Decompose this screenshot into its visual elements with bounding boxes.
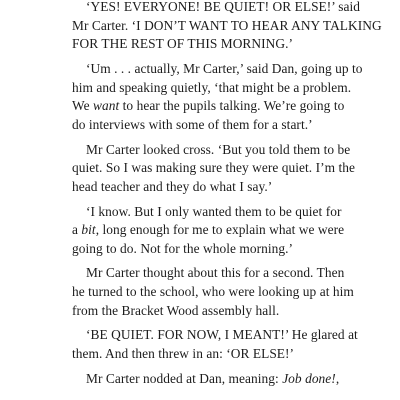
- paragraph: [72, 264, 354, 320]
- emphasis-text: bit: [81, 222, 96, 238]
- text-line: FOR THE REST OF THIS MORNING.’: [72, 36, 293, 52]
- text-line: him and speaking quietly, ‘that might be a problem.: [72, 79, 352, 95]
- text-span: , long enough for me to explain what we were: [95, 222, 345, 238]
- text-line: quiet. So I was making sure they were quiet. I’m the: [72, 160, 355, 176]
- text-span: to hear the pupils talking. We’re going to: [119, 98, 345, 114]
- text-line: from the Bracket Wood assembly hall.: [72, 302, 280, 318]
- paragraph: [72, 326, 358, 363]
- text-line: them. And then threw in an: ‘OR ELSE!’: [72, 346, 295, 362]
- text-line: [72, 97, 345, 116]
- text-span: ,: [335, 370, 340, 386]
- text-span: Mr Carter nodded at Dan, meaning:: [86, 370, 283, 386]
- paragraph: [72, 60, 363, 134]
- emphasis-text: want: [93, 98, 120, 114]
- text-line: Mr Carter. ‘I DON’T WANT TO HEAR ANY TALKING: [72, 17, 382, 33]
- paragraph: [72, 0, 382, 54]
- paragraph: [72, 141, 355, 197]
- text-span: a: [72, 222, 82, 238]
- text-line: head teacher and they do what I say.’: [72, 178, 273, 194]
- text-line: he turned to the school, who were looking up at him: [72, 284, 354, 300]
- text-line: ‘BE QUIET. FOR NOW, I MEANT!’ He glared at: [86, 327, 358, 343]
- text-line: [72, 370, 340, 389]
- paragraph: [72, 203, 345, 259]
- text-line: [72, 221, 345, 240]
- text-line: ‘YES! EVERYONE! BE QUIET! OR ELSE!’ said: [86, 0, 360, 14]
- text-line: do interviews with some of them for a start.’: [72, 116, 313, 132]
- body-text: [72, 0, 382, 388]
- text-span: We: [72, 98, 94, 114]
- text-line: ‘Um . . . actually, Mr Carter,’ said Dan, going up to: [86, 60, 363, 76]
- text-line: Mr Carter looked cross. ‘But you told them to be: [86, 141, 351, 157]
- text-line: ‘I know. But I only wanted them to be quiet for: [86, 203, 342, 219]
- emphasis-text: Job done!: [282, 370, 336, 386]
- paragraph: [72, 370, 340, 389]
- text-line: going to do. Not for the whole morning.’: [72, 240, 294, 256]
- text-line: Mr Carter thought about this for a second. Then: [86, 265, 345, 281]
